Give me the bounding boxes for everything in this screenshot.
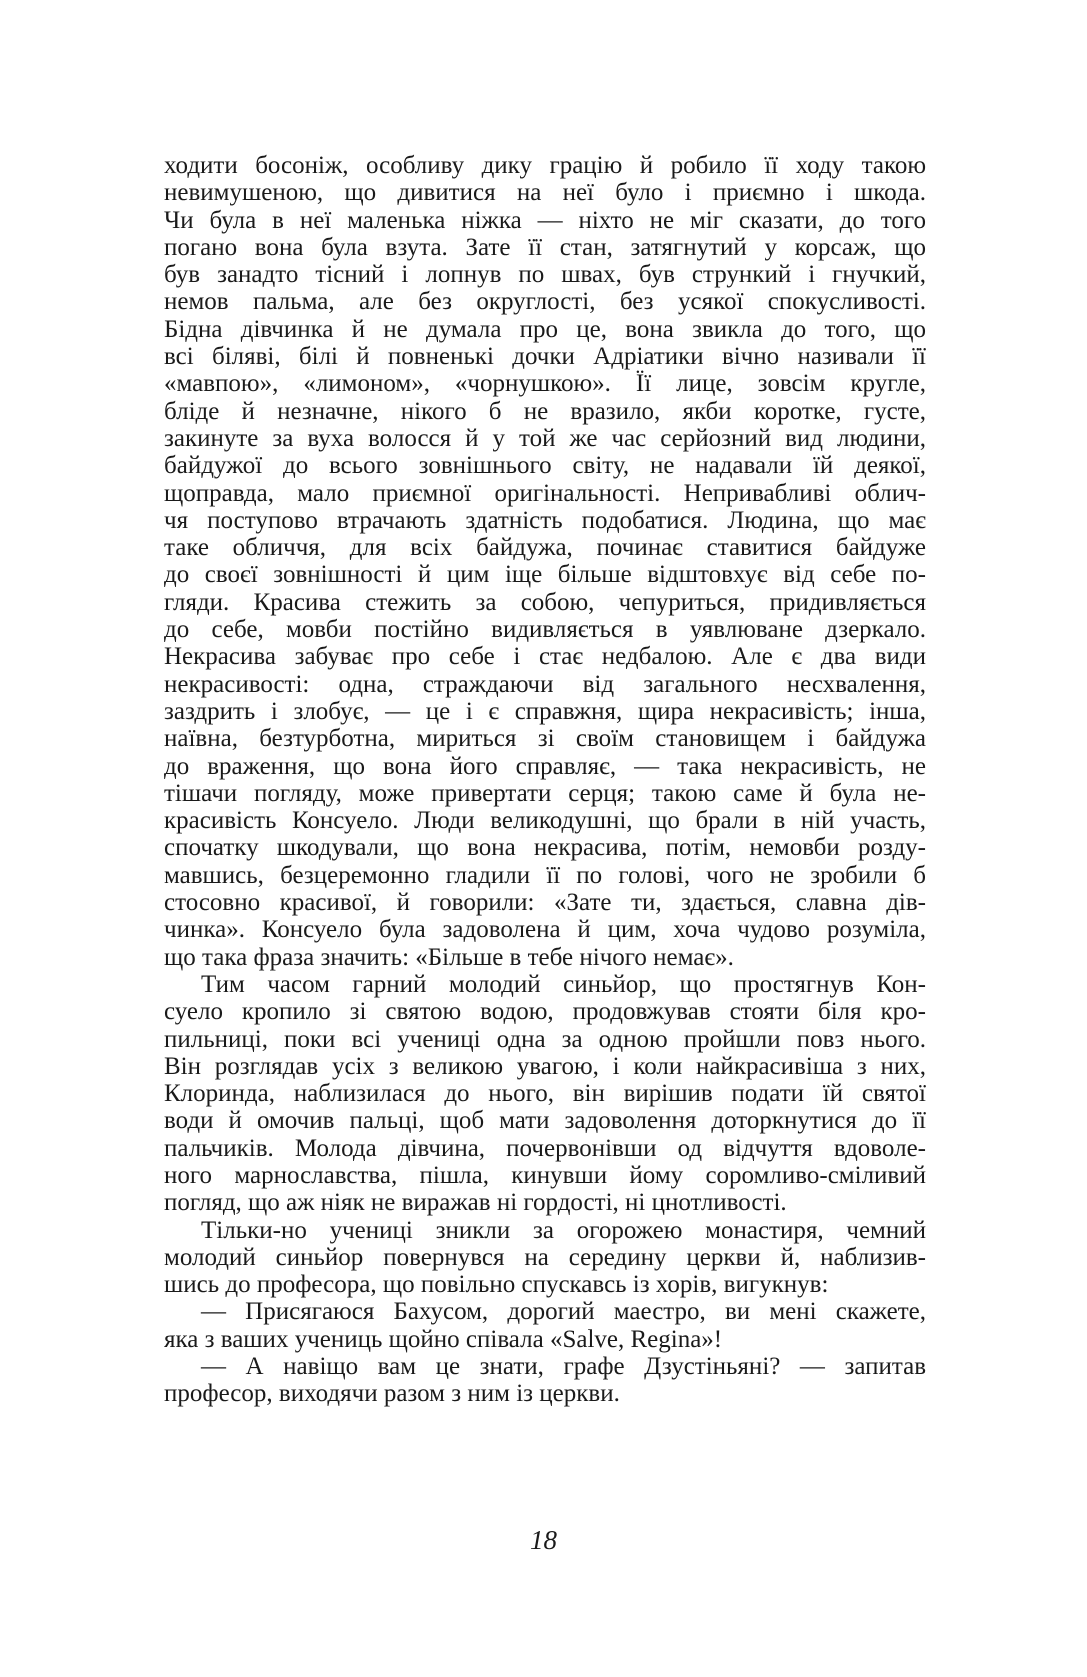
text-line: байдужої до всього зовнішнього світу, не надавали їй деякої, — [164, 452, 926, 480]
text-line: красивість Консуело. Люди великодушні, що брали в ній участь, — [164, 807, 926, 835]
text-line: погано вона була взута. Зате її стан, затягнутий у корсаж, що — [164, 233, 926, 261]
text-line: професор, виходячи разом з ним із церкви. — [164, 1380, 620, 1408]
text-line: всі біляві, білі й повненькі дочки Адріатики вічно називали її — [164, 343, 926, 371]
text-line: спочатку шкодували, що вона некрасива, потім, немовби розду- — [164, 834, 926, 862]
text-line: до своєї зовнішності й цим іще більше відштовхує від себе по- — [164, 561, 926, 589]
text-line: чинка». Консуело була задоволена й цим, хоча чудово розуміла, — [164, 916, 926, 944]
text-line: — А навіщо вам це знати, графе Дзустіньяні? — запитав — [201, 1353, 926, 1381]
text-line: чя поступово втрачають здатність подобатися. Людина, що має — [164, 506, 926, 534]
text-line: закинуте за вуха волосся й у той же час серйозний вид людини, — [164, 424, 926, 452]
text-line: мавшись, безцеремонно гладили її по голові, чого не зробили б — [164, 861, 926, 889]
text-line: гляди. Красива стежить за собою, чепуриться, придивляється — [164, 588, 926, 616]
text-line: до себе, мовби постійно видивляється в уявлюване дзеркало. — [164, 616, 926, 644]
text-line: Клоринда, наблизилася до нього, він вирішив подати їй святої — [164, 1080, 926, 1108]
text-line: яка з ваших учениць щойно співала «Salve, Regina»! — [164, 1325, 723, 1353]
text-line: таке обличчя, для всіх байдужа, починає ставитися байдуже — [164, 534, 926, 562]
text-line: молодий синьйор повернувся на середину церкви й, наблизив- — [164, 1243, 926, 1271]
text-line: що така фраза значить: «Більше в тебе нічого немає». — [164, 943, 734, 971]
text-line: Він розглядав усіх з великою увагою, і коли найкрасивіша з них, — [164, 1052, 926, 1080]
text-line: стосовно красивої, й говорили: «Зате ти, здається, славна дів- — [164, 889, 926, 917]
text-line: — Присягаюся Бахусом, дорогий маестро, ви мені скажете, — [201, 1298, 926, 1326]
text-line: немов пальма, але без округлості, без усякої спокусливості. — [164, 288, 926, 316]
text-line: Тільки-но учениці зникли за огорожею монастиря, чемний — [201, 1216, 926, 1244]
text-line: невимушеною, що дивитися на неї було і приємно і шкода. — [164, 179, 926, 207]
text-line: тішачи погляду, може привертати серця; такою саме й була не- — [164, 779, 926, 807]
text-line: шись до професора, що повільно спускавсь із хорів, вигукнув: — [164, 1271, 829, 1299]
text-line: бліде й незначне, нікого б не вразило, якби коротке, густе, — [164, 397, 926, 425]
text-line: щоправда, мало приємної оригінальності. Непривабливі облич- — [164, 479, 926, 507]
text-line: води й омочив пальці, щоб мати задоволення доторкнутися до її — [164, 1107, 926, 1135]
text-line: Тим часом гарний молодий синьйор, що простягнув Кон- — [201, 970, 926, 998]
text-line: Чи була в неї маленька ніжка — ніхто не міг сказати, до того — [164, 206, 926, 234]
text-line: Бідна дівчинка й не думала про це, вона звикла до того, що — [164, 315, 926, 343]
text-line: погляд, що аж ніяк не виражав ні гордості, ні цнотливості. — [164, 1189, 787, 1217]
text-line: пальчиків. Молода дівчина, почервонівши од відчуття вдоволе- — [164, 1134, 926, 1162]
text-line: суело кропило зі святою водою, продовжував стояти біля кро- — [164, 998, 926, 1026]
body-text — [164, 152, 926, 1408]
text-line: наївна, безтурботна, мириться зі своїм становищем і байдужа — [164, 725, 926, 753]
page-number: 18 — [530, 1525, 557, 1555]
text-line: некрасивості: одна, страждаючи від загального несхвалення, — [164, 670, 926, 698]
text-line: був занадто тісний і лопнув по швах, був стрункий і гнучкий, — [164, 261, 926, 289]
text-line: ного марнославства, пішла, кинувши йому соромливо-сміливий — [164, 1161, 926, 1189]
text-line: «мавпою», «лимоном», «чорнушкою». Її лице, зовсім кругле, — [164, 370, 926, 398]
text-line: Некрасива забуває про себе і стає недбалою. Але є два види — [164, 643, 926, 671]
text-line: заздрить і злобує, — це і є справжня, щира некрасивість; інша, — [164, 697, 926, 725]
text-line: до враження, що вона його справляє, — така некрасивість, не — [164, 752, 926, 780]
text-line: ходити босоніж, особливу дику грацію й робило її ходу такою — [164, 152, 926, 179]
text-line: пильниці, поки всі учениці одна за одною пройшли повз нього. — [164, 1025, 926, 1053]
